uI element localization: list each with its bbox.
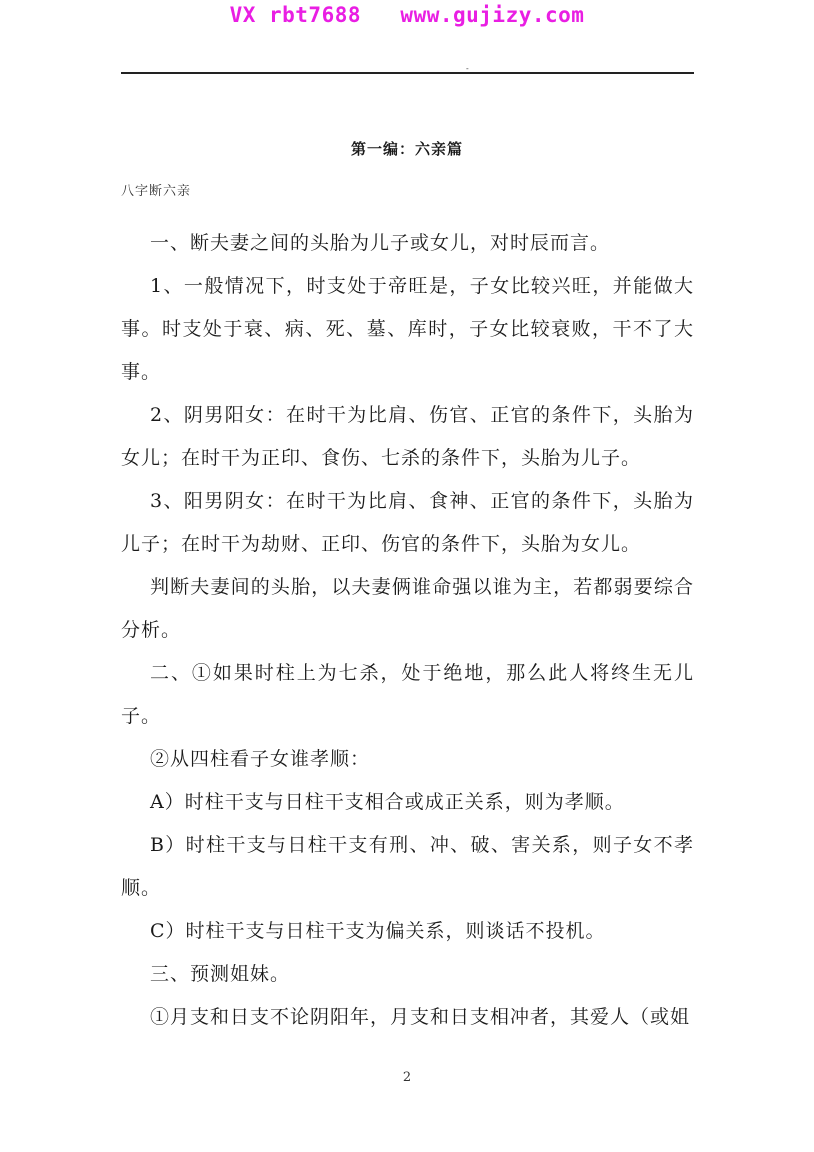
paragraph: 一、断夫妻之间的头胎为儿子或女儿，对时辰而言。 — [150, 232, 611, 254]
page-number: 2 — [402, 1070, 412, 1085]
paragraph: 3、阳男阴女：在时干为比肩、食神、正官的条件下，头胎为儿子；在时干为劫财、正印、伤官的条件下，头胎为女儿。 — [121, 490, 694, 555]
body-text — [121, 222, 694, 1039]
watermark-text: VX rbt7688 www.gujizy.com — [229, 3, 585, 27]
header-rule — [121, 72, 694, 74]
paragraph: B）时柱干支与日柱干支有刑、冲、破、害关系，则子女不孝顺。 — [121, 834, 694, 899]
paragraph: ①月支和日支不论阴阳年，月支和日支相冲者，其爱人（或姐 — [150, 1006, 691, 1028]
paragraph: A）时柱干支与日柱干支相合或成正关系，则为孝顺。 — [150, 791, 625, 813]
header-mark: - — [466, 64, 469, 73]
paragraph: 二、①如果时柱上为七杀，处于绝地，那么此人将终生无儿子。 — [121, 662, 694, 727]
page-title: 第一编：六亲篇 — [350, 140, 463, 158]
paragraph: 三、预测姐妹。 — [150, 963, 291, 985]
paragraph: 判断夫妻间的头胎，以夫妻俩谁命强以谁为主，若都弱要综合分析。 — [121, 576, 694, 641]
paragraph: 2、阴男阳女：在时干为比肩、伤官、正官的条件下，头胎为女儿；在时干为正印、食伤、七杀的条件下，头胎为儿子。 — [121, 404, 694, 469]
paragraph: 1、一般情况下，时支处于帝旺是，子女比较兴旺，并能做大事。时支处于衰、病、死、墓、库时，子女比较衰败，干不了大事。 — [121, 275, 694, 383]
section-label: 八字断六亲 — [121, 184, 192, 199]
paragraph: C）时柱干支与日柱干支为偏关系，则谈话不投机。 — [150, 920, 606, 942]
paragraph: ②从四柱看子女谁孝顺： — [150, 748, 371, 770]
